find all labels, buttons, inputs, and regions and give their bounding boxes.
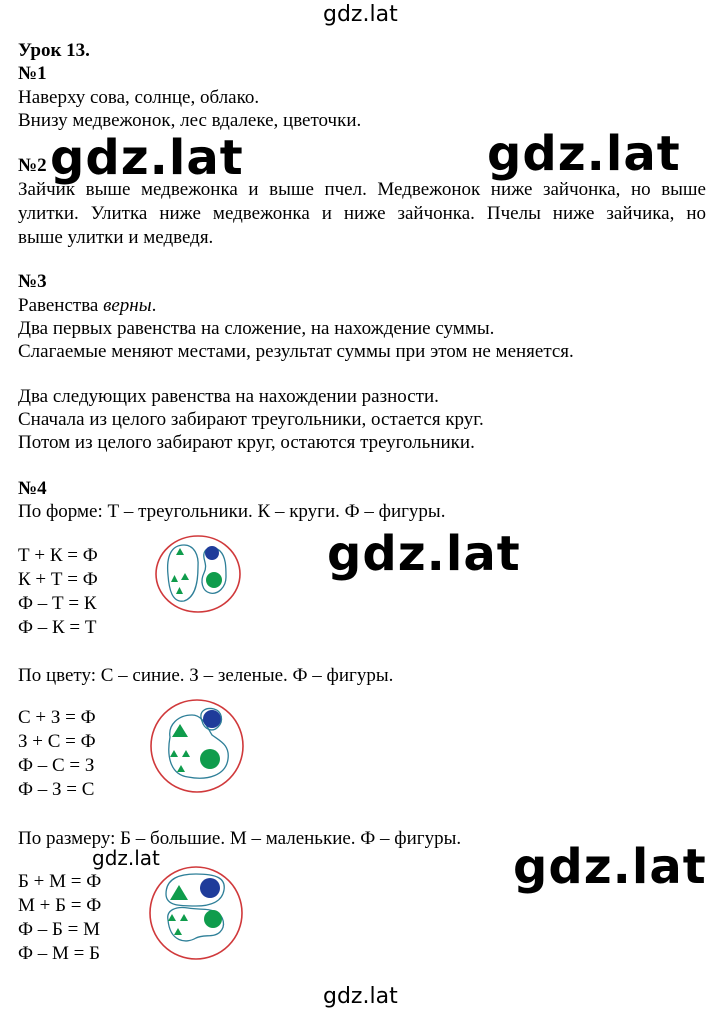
task2-line: выше улитки и медведя.: [18, 227, 214, 248]
triangle-icon: [176, 587, 183, 594]
watermark-top: gdz.lat: [323, 2, 398, 27]
lesson-title: Урок 13.: [18, 40, 90, 61]
color-equations: [18, 706, 96, 802]
task2-line: улитки. Улитка ниже медвежонка и ниже зайчонка. Пчелы ниже зайчика, но: [18, 203, 706, 224]
equation: Ф – Б = М: [18, 919, 101, 940]
equation: Т + К = Ф: [18, 545, 98, 566]
triangle-icon: [181, 573, 189, 580]
task1-line: Наверху сова, солнце, облако.: [18, 87, 260, 108]
watermark-large: gdz.lat: [513, 839, 707, 895]
task3-line: Два первых равенства на сложение, на нахождение суммы.: [18, 318, 495, 339]
triangle-icon: [180, 914, 188, 921]
task2-heading: №2: [18, 155, 47, 176]
form-equations: [18, 544, 98, 640]
size-caption: По размеру: Б – большие. М – маленькие. Ф – фигуры.: [18, 828, 462, 849]
watermark-small: gdz.lat: [92, 846, 160, 870]
task3-line: Два следующих равенства на нахождении разности.: [18, 386, 439, 407]
size-diagram: [146, 864, 246, 964]
equation: Ф – Т = К: [18, 593, 97, 614]
task3-line: Сначала из целого забирают треугольники, остается круг.: [18, 409, 484, 430]
task1-heading: №1: [18, 63, 47, 84]
form-diagram: [154, 533, 244, 615]
task3-line: Потом из целого забирают круг, остаются треугольники.: [18, 432, 475, 453]
equation: Ф – З = С: [18, 779, 95, 800]
form-caption: По форме: Т – треугольники. К – круги. Ф – фигуры.: [18, 501, 446, 522]
task3-line-prefix: Равенства: [18, 295, 104, 316]
circle-icon: [205, 546, 219, 560]
circle-icon: [206, 572, 222, 588]
task4-heading: №4: [18, 478, 47, 499]
equation: Ф – С = З: [18, 755, 95, 776]
task3-line: [18, 294, 156, 317]
task3-line: Слагаемые меняют местами, результат суммы при этом не меняется.: [18, 341, 574, 362]
triangle-icon: [176, 548, 184, 555]
triangle-icon: [174, 928, 182, 935]
circle-icon: [200, 749, 220, 769]
equation: Ф – К = Т: [18, 617, 97, 638]
triangle-icon: [172, 724, 188, 737]
watermark-bottom: gdz.lat: [323, 984, 398, 1009]
task3-heading: №3: [18, 271, 47, 292]
equation: М + Б = Ф: [18, 895, 102, 916]
color-caption: По цвету: С – синие. З – зеленые. Ф – фигуры.: [18, 665, 394, 686]
circle-icon: [203, 710, 221, 728]
size-equations: [18, 870, 101, 966]
outer-circle: [150, 867, 242, 959]
triangle-icon: [182, 750, 190, 757]
triangle-icon: [171, 575, 178, 582]
task2-line: Зайчик выше медвежонка и выше пчел. Медвежонок ниже зайчонка, но выше: [18, 179, 706, 200]
triangle-icon: [177, 765, 185, 772]
equation: З + С = Ф: [18, 731, 96, 752]
triangle-icon: [168, 914, 176, 921]
equation: Ф – М = Б: [18, 943, 101, 964]
color-diagram: [148, 697, 246, 795]
triangle-icon: [170, 885, 188, 900]
triangle-icon: [170, 750, 178, 757]
circle-icon: [204, 910, 222, 928]
equation: Б + М = Ф: [18, 871, 102, 892]
watermark-large: gdz.lat: [50, 130, 244, 186]
task3-line-suffix: .: [151, 295, 157, 316]
equation: С + З = Ф: [18, 707, 96, 728]
watermark-large: gdz.lat: [487, 126, 681, 182]
task1-line: Внизу медвежонок, лес вдалеке, цветочки.: [18, 110, 362, 131]
task3-line-italic: верны: [103, 295, 152, 316]
watermark-large: gdz.lat: [327, 526, 521, 582]
equation: К + Т = Ф: [18, 569, 98, 590]
circle-icon: [200, 878, 220, 898]
